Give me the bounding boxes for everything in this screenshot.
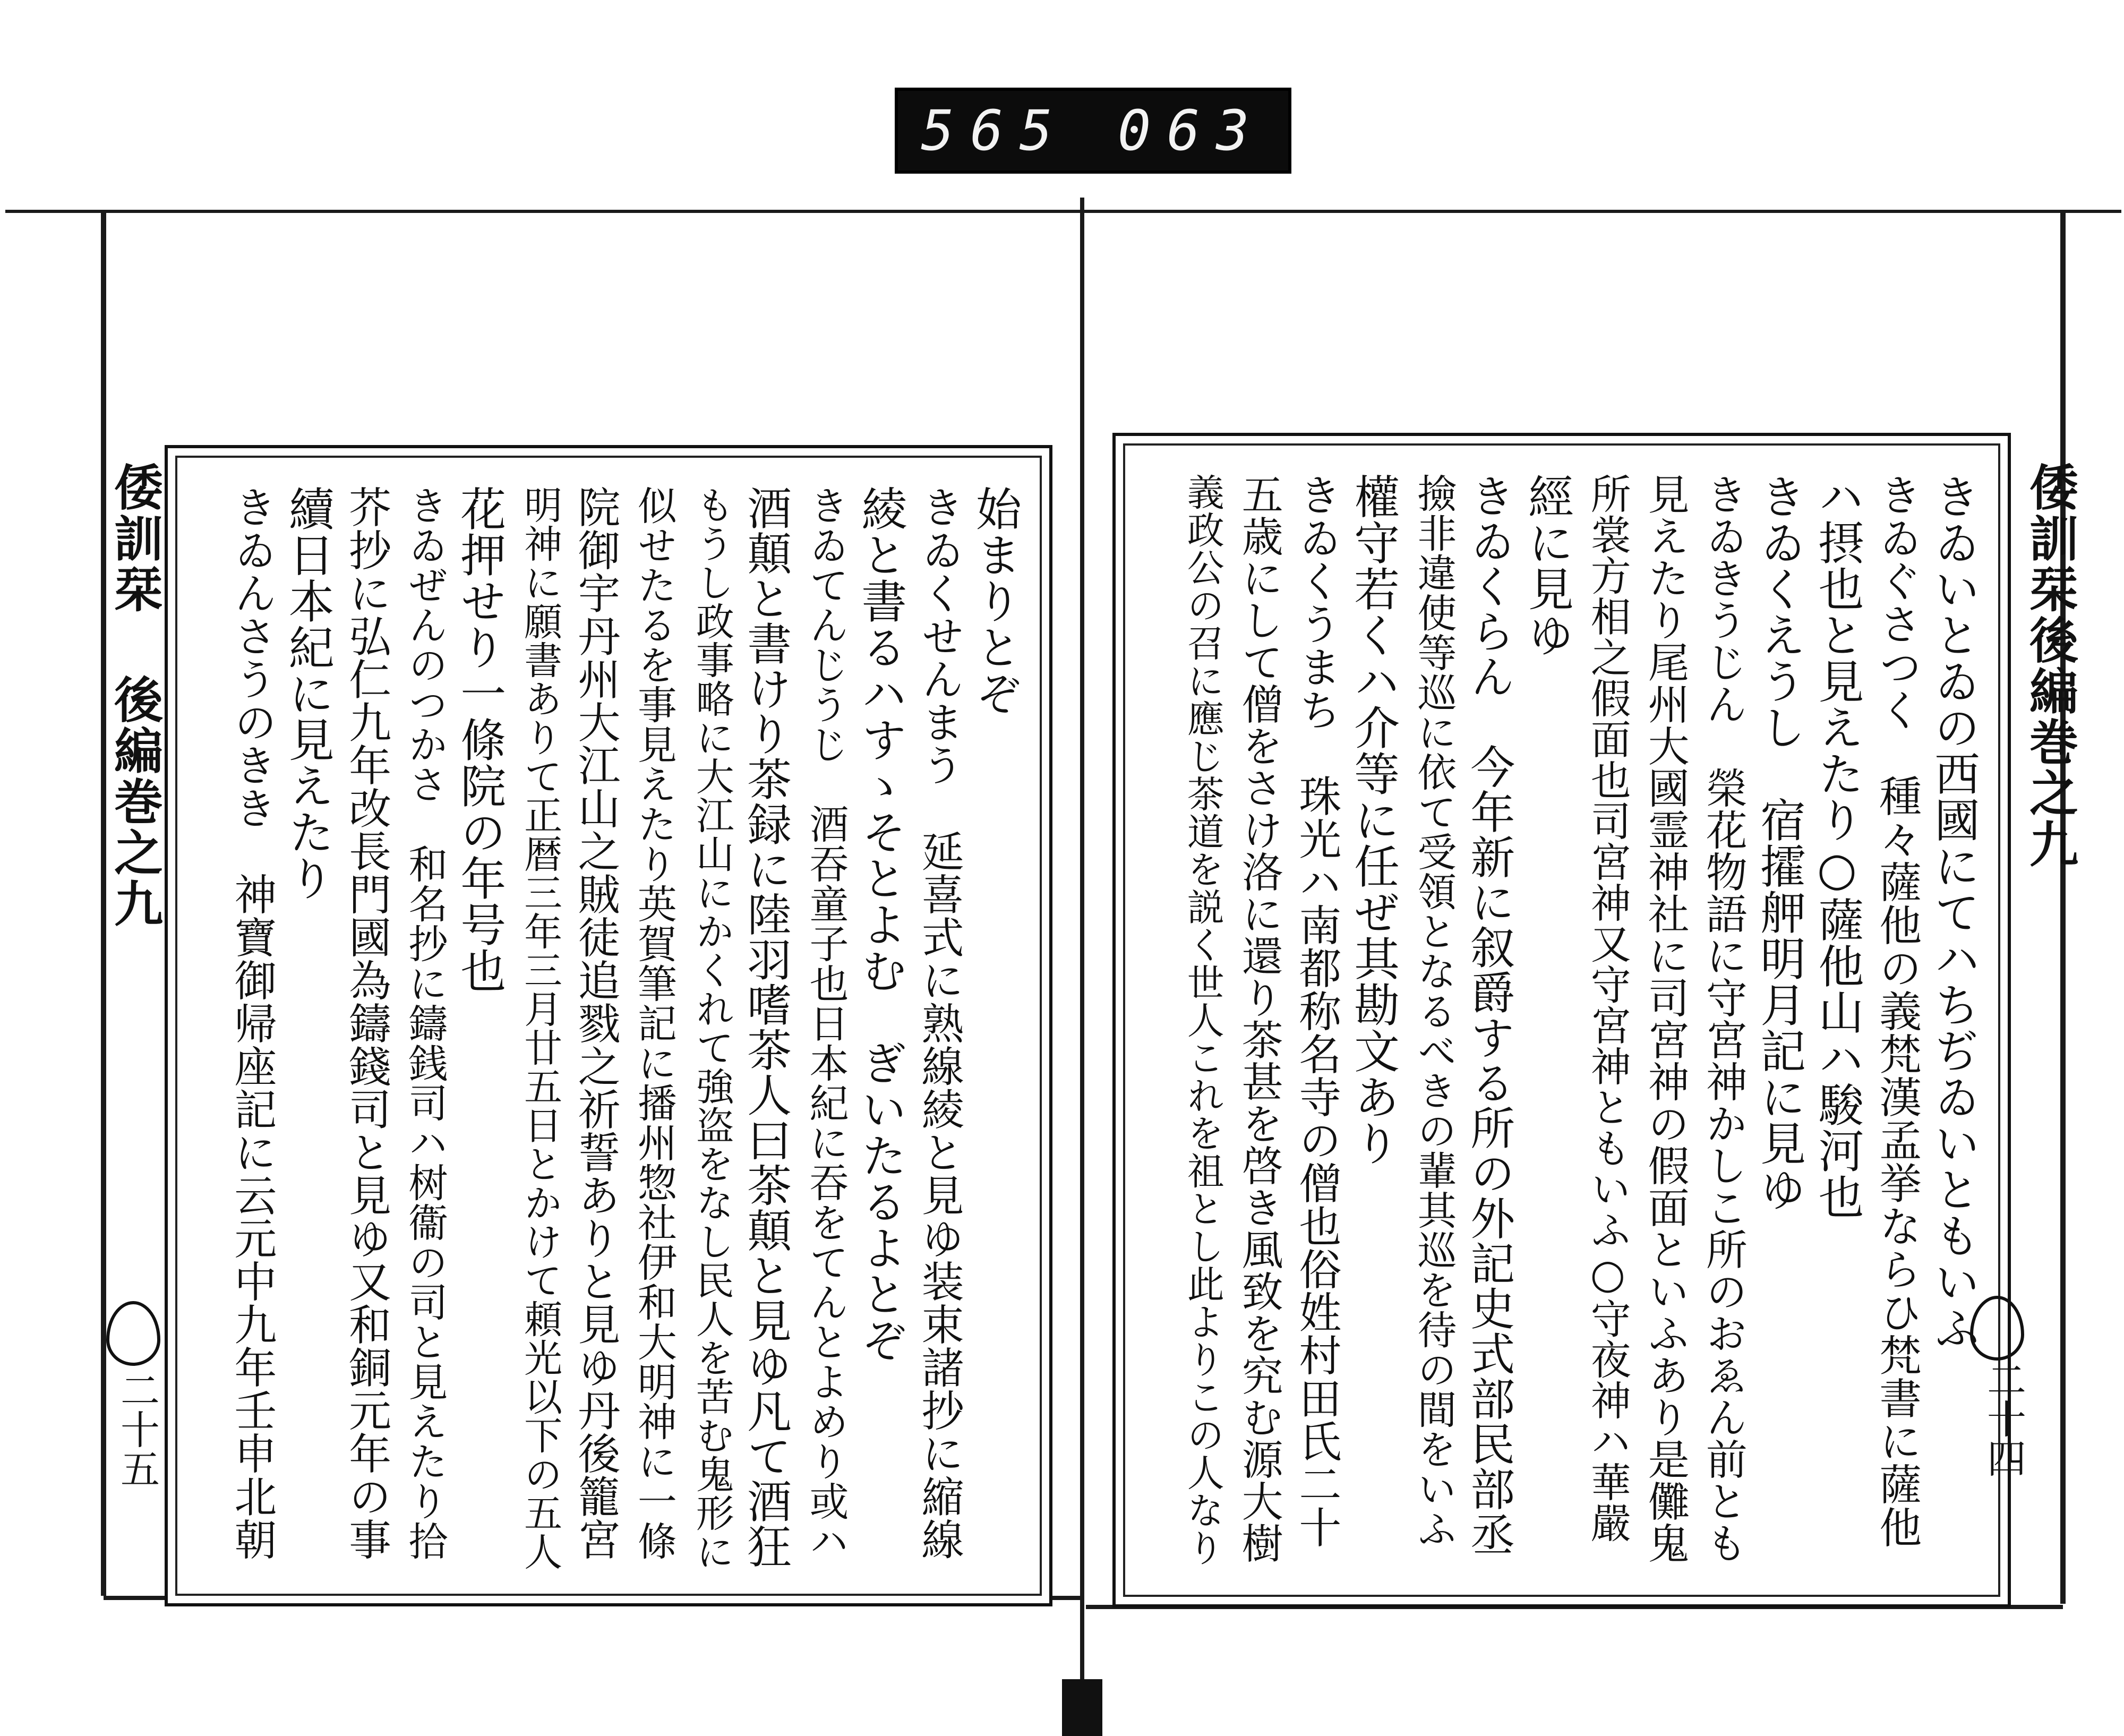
left-text-column: きゐんさうのきき 神寶御帰座記に云元中九年壬申北朝 — [227, 485, 277, 1561]
right-text-column: きゐいとゐの西國にてハちぢゐいともいふ — [1926, 473, 1980, 1351]
left-text-column: 綾と書るハすゝそとよむ ぎいたるよとぞ — [853, 485, 907, 1363]
right-text-column: きゐきうじん 榮花物語に守宮神かしこ所のおゑん前とも — [1699, 473, 1747, 1564]
frame-number-text: 565 063 — [921, 98, 1265, 163]
right-text-column: 撿非違使等巡に依て受領となるべきの輩其巡を待の間をいふ — [1411, 473, 1457, 1549]
right-text-column: きゐくうまち 珠光ハ南都称名寺の僧也俗姓村田氏二十 — [1291, 473, 1341, 1549]
left-folio-number: 二十五 — [114, 1370, 160, 1488]
right-text-column: 所裳方相之假面也司宮神又守宮神ともいふ○守夜神ハ華嚴 — [1584, 473, 1632, 1543]
left-text-column: 始まりとぞ — [968, 485, 1021, 716]
right-folio-number: 二十四 — [1981, 1359, 2026, 1477]
frame-number-label — [895, 88, 1291, 174]
left-text-column: きゐてんじうじ 酒吞童子也日本紀に吞をてんとよめり或ハ — [803, 485, 849, 1561]
right-text-column: 權守若くハ介等に任ぜ其勘文あり — [1346, 473, 1400, 1166]
center-binding-line — [1080, 198, 1084, 1679]
left-text-column: 續日本紀に見えたり — [280, 485, 334, 901]
right-text-column: きゐくらん 今年新に叙爵する所の外記史式部民部丞 — [1463, 473, 1515, 1557]
right-text-column: きゐくえうし 宿攉舺明月記に見ゆ — [1752, 473, 1806, 1212]
right-outer-edge — [2060, 210, 2066, 1604]
left-margin-title: 倭訓栞 後編巻之九 — [106, 462, 164, 929]
left-text-block — [165, 445, 1052, 1606]
right-text-column: 經に見ゆ — [1520, 473, 1573, 658]
right-margin-title: 倭訓栞後編巻之九 — [2022, 462, 2079, 870]
top-rule — [5, 210, 2121, 213]
left-fish-tail-mark — [106, 1301, 160, 1366]
left-text-column: 花押せり一條院の年号也 — [452, 485, 506, 994]
left-text-column: きゐぜんのつかさ 和名抄に鑄銭司ハ树衞の司と見えたり拾 — [402, 485, 448, 1561]
left-text-column: 酒顛と書けり茶録に陸羽嗜茶人曰茶顛と見ゆ凡て酒狂 — [740, 485, 792, 1569]
left-text-column: 似せたるを事見えたり英賀筆記に播州惣社伊和大明神に一條 — [631, 485, 677, 1561]
center-binding-tab — [1062, 1679, 1102, 1736]
right-text-column: きゐぐさつく 種々薩他の義梵漢孟挙ならひ梵書に薩他 — [1872, 473, 1922, 1549]
right-text-column: 見えたり尾州大國霊神社に司宮神の假面といふあり是儺鬼 — [1641, 473, 1689, 1564]
left-text-column: 院御宇丹州大江山之賊徒追戮之祈誓ありと見ゆ丹後籠宮 — [571, 485, 620, 1561]
right-text-column: ハ摂也と見えたり○薩他山ハ駿河也 — [1810, 473, 1864, 1220]
left-text-column: きゐくせんまう 延喜式に熟線綾と見ゆ装束諸抄に縮線 — [914, 485, 964, 1561]
right-text-block — [1112, 433, 2011, 1607]
left-text-column: もうし政事略に大江山にかくれて強盗をなし民人を苦む鬼形に — [689, 485, 734, 1571]
left-text-column: 芥抄に弘仁九年改長門國為鑄錢司と見ゆ又和銅元年の事 — [341, 485, 391, 1561]
left-text-column: 明神に願書ありて正暦三年三月廿五日とかけて頼光以下の五人 — [518, 485, 563, 1571]
right-text-column: 義政公の召に應じ茶道を説く世人これを祖とし此よりこの人なり — [1181, 473, 1225, 1567]
right-text-column: 五歳にして僧をさけ洛に還り茶甚を啓き風致を究む源大樹 — [1235, 473, 1283, 1564]
